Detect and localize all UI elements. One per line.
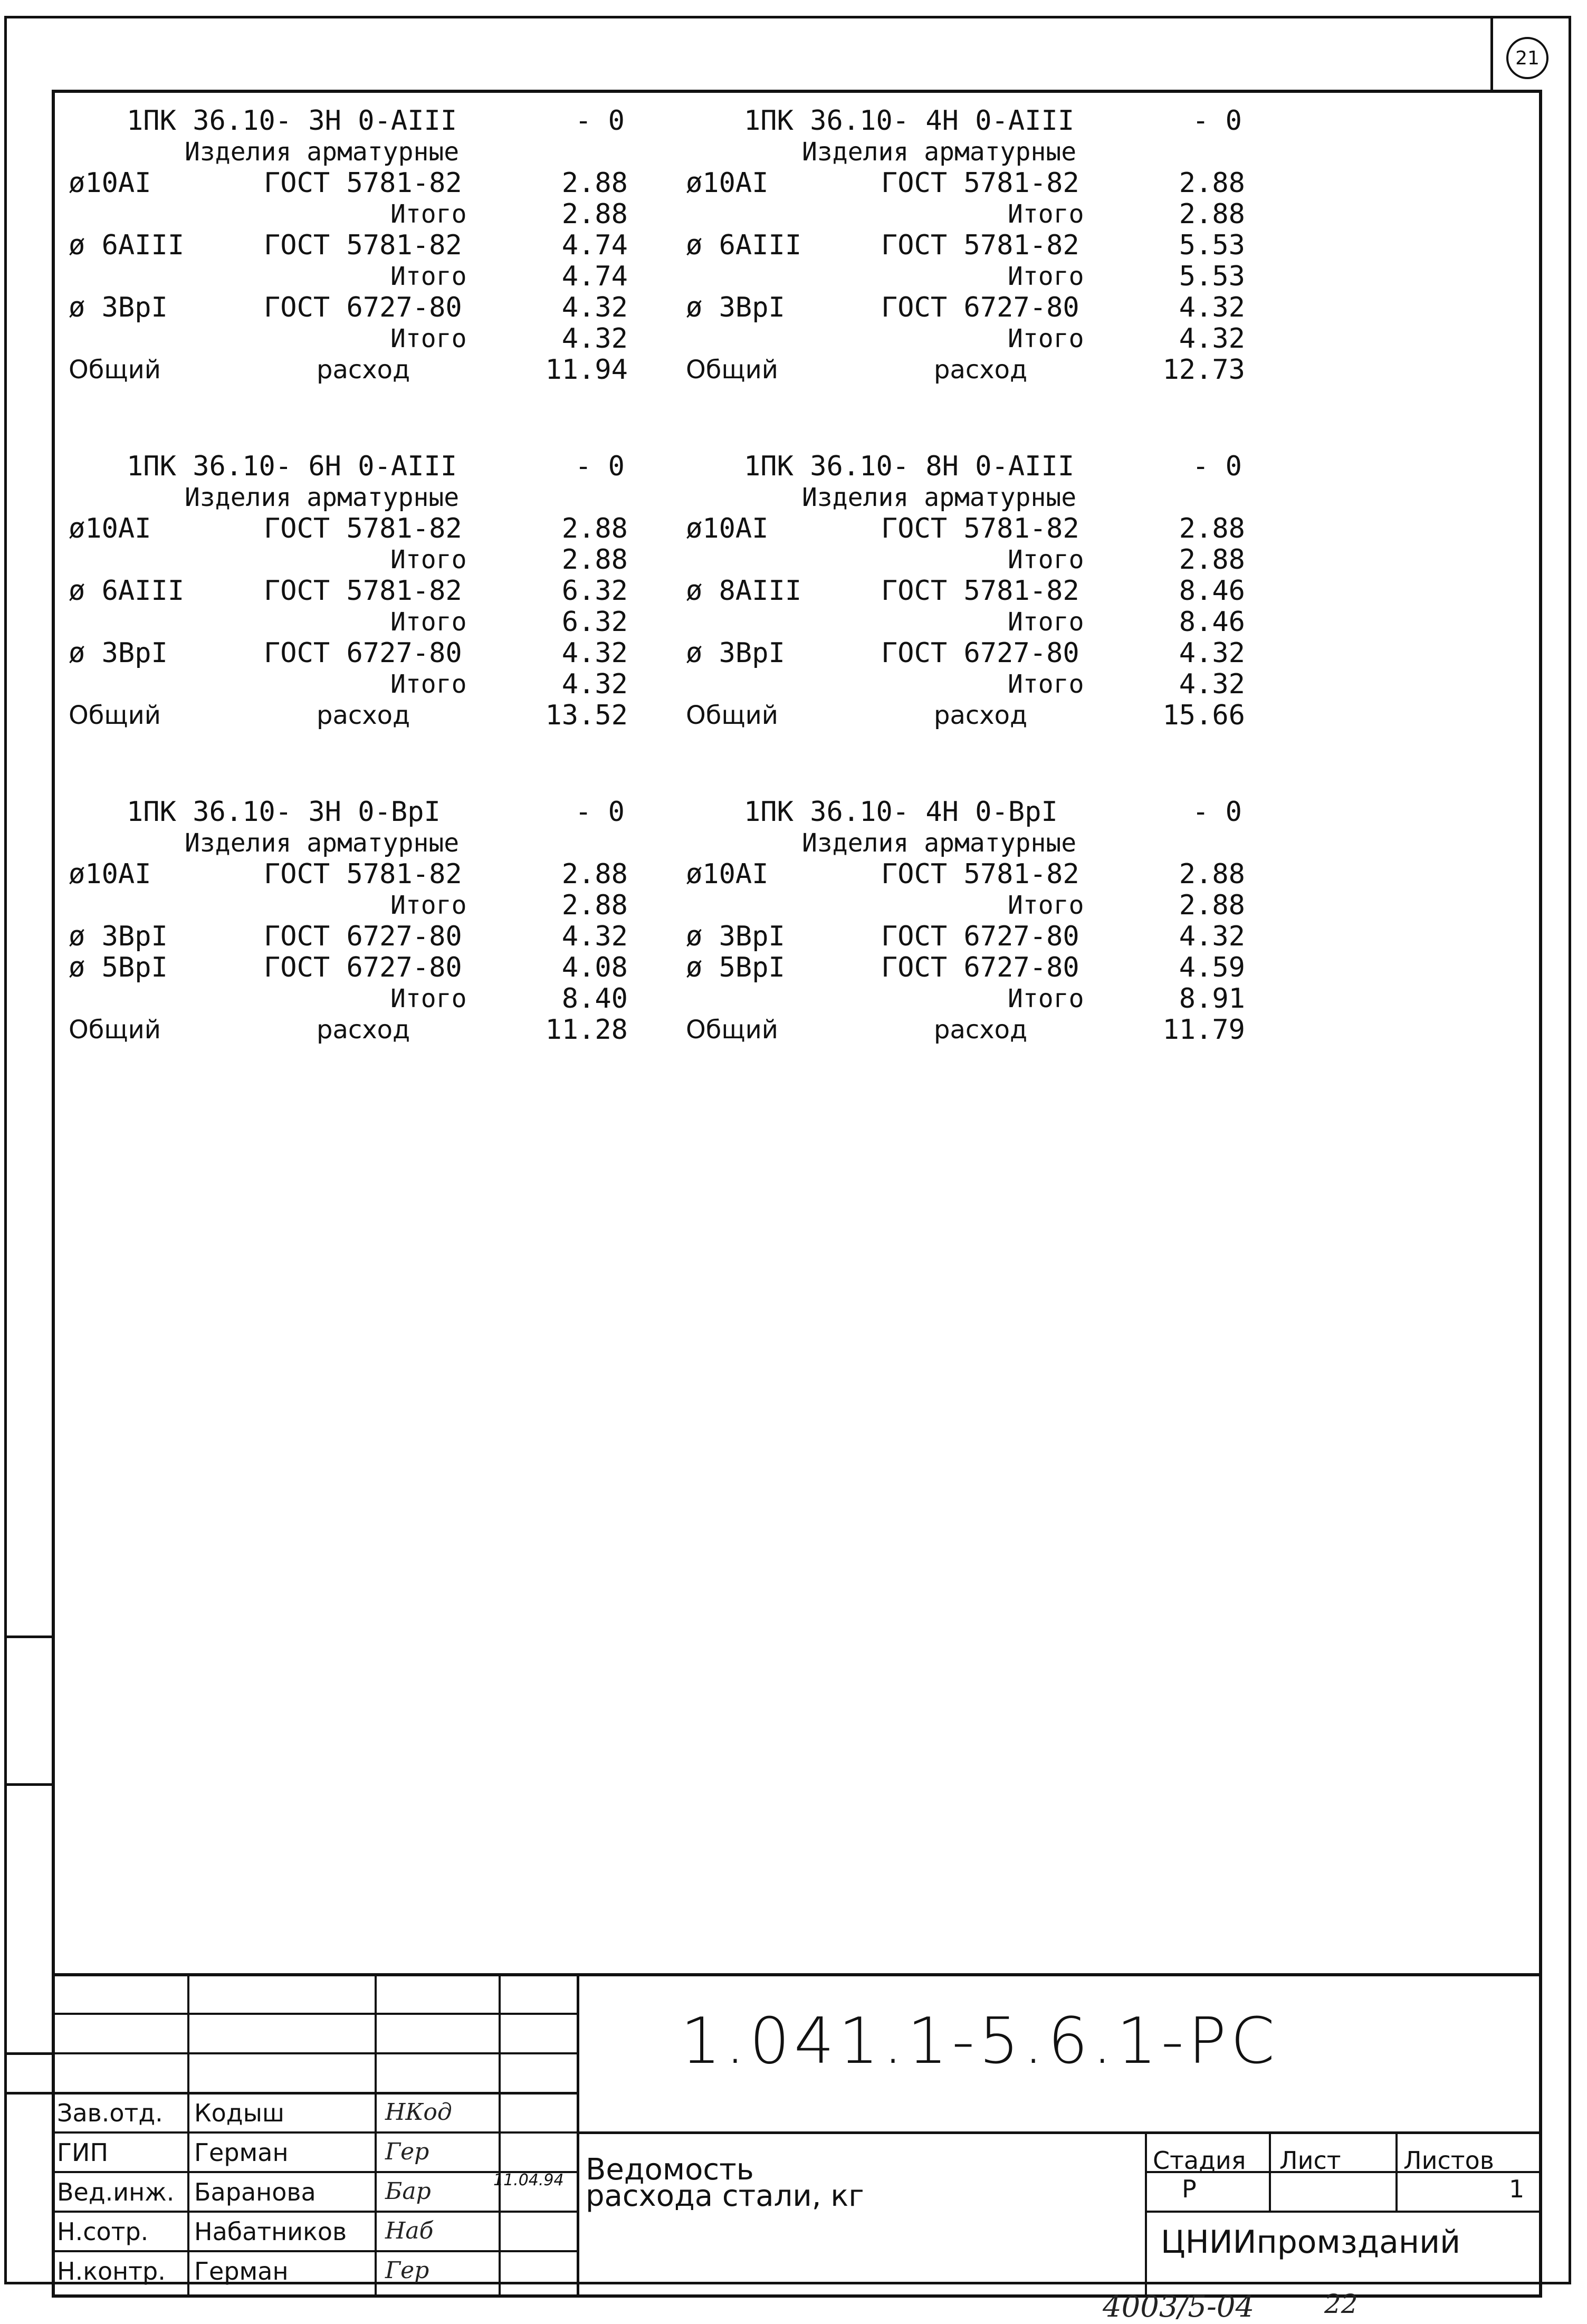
staff-signature: Наб — [385, 2217, 434, 2244]
staff-signature: Гер — [385, 2257, 429, 2284]
product-mark: 1ПК 36.10- 6Н 0-АIII — [127, 451, 457, 482]
rebar-standard: ГОСТ 6727-80 — [264, 292, 462, 323]
schedule-row — [686, 983, 1293, 1015]
product-mark: 1ПК 36.10- 3Н 0-ВрI — [127, 796, 441, 828]
section-heading: Изделия арматурные — [185, 137, 460, 167]
schedule-row — [686, 607, 1293, 638]
staff-role: Вед.инж. — [57, 2178, 175, 2206]
total-value: 11.79 — [1162, 1014, 1245, 1046]
schedule-row — [686, 700, 1293, 731]
schedule-row — [686, 797, 1293, 828]
rebar-diameter: ø 6АIII — [686, 229, 802, 261]
rebar-standard: ГОСТ 6727-80 — [264, 921, 462, 952]
total-value: 13.52 — [545, 700, 628, 731]
rebar-diameter: ø10АI — [686, 858, 769, 890]
product-count: - 0 — [575, 451, 625, 482]
rebar-mass: 4.32 — [561, 637, 628, 669]
product-mark: 1ПК 36.10- 8Н 0-АIII — [744, 451, 1075, 482]
total-label-2: расход — [317, 355, 410, 385]
rebar-standard: ГОСТ 5781-82 — [264, 513, 462, 544]
subtotal-label: Итого — [1008, 199, 1084, 229]
stage-value: Р — [1182, 2175, 1197, 2203]
schedule-row — [686, 323, 1293, 355]
product-count: - 0 — [575, 105, 625, 137]
subtotal-value: 5.53 — [1179, 261, 1245, 292]
rebar-mass: 4.59 — [1179, 952, 1245, 983]
schedule-row — [69, 983, 675, 1015]
schedule-row — [686, 292, 1293, 323]
rebar-standard: ГОСТ 5781-82 — [881, 513, 1079, 544]
total-value: 11.28 — [545, 1014, 628, 1046]
product-mark: 1ПК 36.10- 4Н 0-ВрI — [744, 796, 1058, 828]
subtotal-label: Итого — [1008, 607, 1084, 637]
schedule-row — [69, 828, 675, 859]
schedule-block — [69, 797, 675, 1046]
schedule-row — [686, 482, 1293, 513]
total-label-2: расход — [317, 1015, 410, 1045]
schedule-row — [69, 1015, 675, 1046]
rebar-mass: 2.88 — [1179, 513, 1245, 544]
rebar-mass: 2.88 — [1179, 167, 1245, 199]
rebar-diameter: ø 3ВрI — [686, 921, 785, 952]
schedule-row — [69, 482, 675, 513]
total-label: Общий — [69, 355, 161, 385]
total-label-2: расход — [934, 355, 1028, 385]
rebar-mass: 8.46 — [1179, 575, 1245, 607]
subtotal-label: Итого — [390, 670, 467, 699]
rebar-standard: ГОСТ 5781-82 — [264, 167, 462, 199]
schedule-row — [69, 230, 675, 261]
schedule-row — [69, 323, 675, 355]
title-block-rule — [4, 2092, 579, 2095]
total-label: Общий — [69, 701, 161, 730]
rebar-mass: 2.88 — [561, 167, 628, 199]
schedule-row — [686, 451, 1293, 482]
subtotal-value: 4.32 — [1179, 323, 1245, 355]
subtotal-label: Итого — [390, 324, 467, 353]
rebar-diameter: ø 8АIII — [686, 575, 802, 607]
rebar-standard: ГОСТ 5781-82 — [264, 229, 462, 261]
rebar-diameter: ø10АI — [686, 167, 769, 199]
schedule-row — [686, 137, 1293, 168]
title-block-rule — [187, 1973, 189, 2298]
subtotal-label: Итого — [1008, 891, 1084, 920]
rebar-standard: ГОСТ 6727-80 — [881, 292, 1079, 323]
subtotal-label: Итого — [1008, 545, 1084, 575]
schedule-row — [686, 576, 1293, 607]
total-label: Общий — [686, 355, 778, 385]
rebar-mass: 6.32 — [561, 575, 628, 607]
schedule-row — [69, 137, 675, 168]
subtotal-label: Итого — [390, 984, 467, 1013]
rebar-diameter: ø 3ВрI — [686, 292, 785, 323]
schedule-row — [69, 638, 675, 669]
total-label: Общий — [686, 701, 778, 730]
schedule-row — [69, 451, 675, 482]
rebar-mass: 4.32 — [561, 921, 628, 952]
product-count: - 0 — [575, 796, 625, 828]
section-heading: Изделия арматурные — [185, 483, 460, 512]
schedule-row — [69, 513, 675, 544]
schedule-row — [69, 544, 675, 576]
title-block-rule — [1395, 2131, 1398, 2211]
schedule-row — [686, 890, 1293, 921]
schedule-row — [69, 199, 675, 230]
subtotal-value: 8.46 — [1179, 606, 1245, 638]
section-heading: Изделия арматурные — [185, 828, 460, 858]
rebar-diameter: ø 3ВрI — [69, 637, 168, 669]
staff-role: Н.контр. — [57, 2257, 166, 2285]
subtotal-value: 2.88 — [561, 890, 628, 921]
sheets-value: 1 — [1509, 2175, 1525, 2203]
title-block-rule — [375, 1973, 377, 2298]
schedule-row — [69, 106, 675, 137]
section-heading: Изделия арматурные — [802, 137, 1077, 167]
schedule-row — [69, 797, 675, 828]
rebar-standard: ГОСТ 6727-80 — [881, 921, 1079, 952]
schedule-row — [686, 859, 1293, 890]
title-block-rule — [577, 1973, 579, 2298]
schedule-row — [686, 355, 1293, 386]
document-title-line-2: расхода стали, кг — [586, 2179, 864, 2213]
schedule-block — [69, 106, 675, 386]
total-label-2: расход — [934, 701, 1028, 730]
rebar-standard: ГОСТ 5781-82 — [881, 167, 1079, 199]
rebar-diameter: ø 5ВрI — [686, 952, 785, 983]
rebar-diameter: ø 3ВрI — [686, 637, 785, 669]
product-count: - 0 — [1192, 451, 1242, 482]
subtotal-label: Итого — [390, 607, 467, 637]
subtotal-value: 6.32 — [561, 606, 628, 638]
total-value: 12.73 — [1162, 354, 1245, 386]
schedule-row — [686, 106, 1293, 137]
schedule-row — [69, 921, 675, 952]
rebar-diameter: ø 6АIII — [69, 575, 185, 607]
schedule-row — [69, 952, 675, 983]
staff-name: Кодыш — [194, 2099, 285, 2127]
rebar-diameter: ø 3ВрI — [69, 921, 168, 952]
rebar-diameter: ø 3ВрI — [69, 292, 168, 323]
sign-date: 11.04.94 — [493, 2171, 564, 2189]
rebar-mass: 4.32 — [1179, 637, 1245, 669]
total-value: 15.66 — [1162, 700, 1245, 731]
subtotal-value: 4.74 — [561, 261, 628, 292]
schedule-row — [69, 261, 675, 292]
schedule-row — [69, 859, 675, 890]
total-value: 11.94 — [545, 354, 628, 386]
rebar-mass: 2.88 — [1179, 858, 1245, 890]
sheets-label: Листов — [1403, 2146, 1494, 2175]
subtotal-value: 8.91 — [1179, 983, 1245, 1015]
schedule-row — [69, 890, 675, 921]
subtotal-value: 4.32 — [1179, 668, 1245, 700]
section-heading: Изделия арматурные — [802, 483, 1077, 512]
title-block-rule — [1269, 2131, 1271, 2211]
schedule-row — [686, 638, 1293, 669]
rebar-diameter: ø10АI — [69, 858, 151, 890]
schedule-row — [69, 607, 675, 638]
document-title-line-1: Ведомость — [586, 2153, 754, 2187]
rebar-diameter: ø 5ВрI — [69, 952, 168, 983]
staff-signature: НКод — [385, 2099, 452, 2126]
total-label: Общий — [686, 1015, 778, 1045]
schedule-row — [686, 230, 1293, 261]
schedule-block — [686, 797, 1293, 1046]
rebar-mass: 4.32 — [1179, 921, 1245, 952]
staff-name: Набатников — [194, 2217, 347, 2246]
subtotal-value: 2.88 — [561, 198, 628, 230]
rebar-standard: ГОСТ 6727-80 — [881, 637, 1079, 669]
staff-signature: Бар — [385, 2178, 431, 2205]
rebar-standard: ГОСТ 5781-82 — [881, 229, 1079, 261]
subtotal-value: 2.88 — [561, 544, 628, 576]
schedule-row — [69, 576, 675, 607]
margin-tick — [4, 1636, 52, 1638]
rebar-standard: ГОСТ 5781-82 — [264, 575, 462, 607]
total-label-2: расход — [317, 701, 410, 730]
subtotal-value: 2.88 — [1179, 198, 1245, 230]
staff-role: ГИП — [57, 2138, 109, 2167]
schedule-row — [686, 828, 1293, 859]
rebar-mass: 4.74 — [561, 229, 628, 261]
schedule-row — [686, 669, 1293, 700]
drawing-frame — [52, 90, 1542, 2298]
schedule-row — [69, 355, 675, 386]
staff-name: Герман — [194, 2138, 289, 2167]
total-label-2: расход — [934, 1015, 1028, 1045]
rebar-mass: 4.08 — [561, 952, 628, 983]
staff-role: Н.сотр. — [57, 2217, 149, 2246]
title-block-rule — [1145, 2211, 1542, 2213]
rebar-standard: ГОСТ 6727-80 — [881, 952, 1079, 983]
subtotal-value: 4.32 — [561, 668, 628, 700]
schedule-row — [69, 700, 675, 731]
margin-tick — [4, 2052, 52, 2055]
total-label: Общий — [69, 1015, 161, 1045]
subtotal-label: Итого — [390, 891, 467, 920]
sheet-label: Лист — [1279, 2146, 1341, 2175]
schedule-row — [69, 669, 675, 700]
organization: ЦНИИпромзданий — [1161, 2224, 1461, 2261]
section-heading: Изделия арматурные — [802, 828, 1077, 858]
rebar-mass: 4.32 — [561, 292, 628, 323]
margin-tick — [4, 1783, 52, 1786]
subtotal-value: 2.88 — [1179, 544, 1245, 576]
staff-name: Герман — [194, 2257, 289, 2285]
title-block-rule — [1145, 2131, 1147, 2298]
rebar-diameter: ø10АI — [686, 513, 769, 544]
schedule-row — [69, 168, 675, 199]
schedule-row — [686, 921, 1293, 952]
subtotal-label: Итого — [390, 199, 467, 229]
rebar-standard: ГОСТ 5781-82 — [881, 575, 1079, 607]
schedule-row — [686, 544, 1293, 576]
rebar-mass: 2.88 — [561, 858, 628, 890]
staff-signature: Гер — [385, 2138, 429, 2165]
subtotal-label: Итого — [1008, 984, 1084, 1013]
title-block-rule — [499, 1973, 501, 2298]
staff-name: Баранова — [194, 2178, 316, 2206]
staff-role: Зав.отд. — [57, 2099, 163, 2127]
schedule-row — [686, 513, 1293, 544]
rebar-standard: ГОСТ 5781-82 — [264, 858, 462, 890]
schedule-block — [69, 451, 675, 731]
rebar-mass: 4.32 — [1179, 292, 1245, 323]
schedule-row — [686, 1015, 1293, 1046]
schedule-row — [686, 199, 1293, 230]
document-code: 1.041.1-5.6.1-РС — [681, 2005, 1279, 2078]
schedule-block — [686, 106, 1293, 386]
schedule-row — [686, 952, 1293, 983]
rebar-standard: ГОСТ 6727-80 — [264, 637, 462, 669]
archive-page: 22 — [1324, 2289, 1358, 2319]
rebar-diameter: ø10АI — [69, 167, 151, 199]
stage-label: Стадия — [1153, 2146, 1246, 2175]
rebar-mass: 2.88 — [561, 513, 628, 544]
rebar-diameter: ø10АI — [69, 513, 151, 544]
rebar-standard: ГОСТ 6727-80 — [264, 952, 462, 983]
subtotal-value: 2.88 — [1179, 890, 1245, 921]
schedule-block — [686, 451, 1293, 731]
rebar-mass: 5.53 — [1179, 229, 1245, 261]
product-mark: 1ПК 36.10- 4Н 0-АIII — [744, 105, 1075, 137]
rebar-diameter: ø 6АIII — [69, 229, 185, 261]
subtotal-label: Итого — [1008, 262, 1084, 291]
subtotal-label: Итого — [390, 545, 467, 575]
schedule-row — [686, 261, 1293, 292]
subtotal-label: Итого — [390, 262, 467, 291]
schedule-row — [69, 292, 675, 323]
subtotal-label: Итого — [1008, 670, 1084, 699]
subtotal-value: 4.32 — [561, 323, 628, 355]
archive-number: 4003/5-04 — [1103, 2290, 1255, 2324]
subtotal-value: 8.40 — [561, 983, 628, 1015]
rebar-standard: ГОСТ 5781-82 — [881, 858, 1079, 890]
subtotal-label: Итого — [1008, 324, 1084, 353]
page-number: 21 — [1506, 37, 1548, 79]
schedule-row — [686, 168, 1293, 199]
product-mark: 1ПК 36.10- 3Н 0-АIII — [127, 105, 457, 137]
product-count: - 0 — [1192, 796, 1242, 828]
product-count: - 0 — [1192, 105, 1242, 137]
